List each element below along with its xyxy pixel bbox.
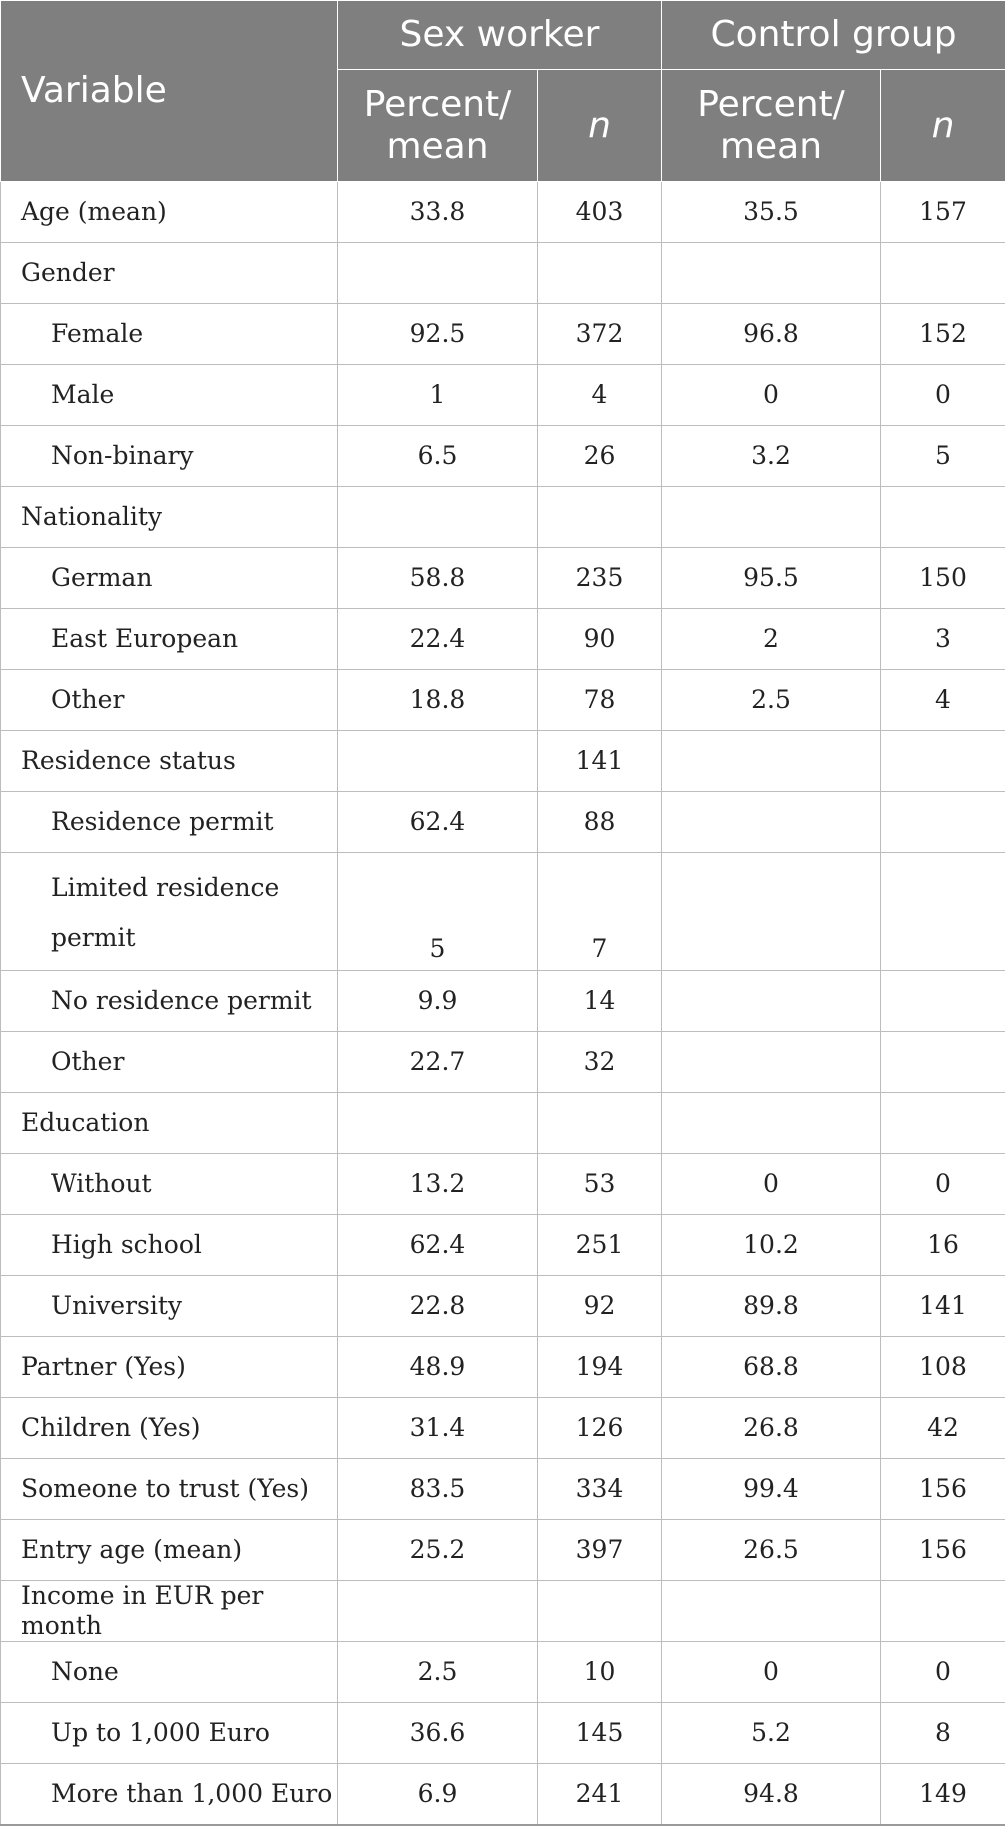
cell-cg-pct: 95.5: [662, 548, 881, 609]
table-row: [1, 1032, 1005, 1093]
cell-cg-n: [881, 971, 1005, 1032]
row-label: Up to 1,000 Euro: [1, 1703, 338, 1764]
sex-worker-group-header: Sex worker: [338, 1, 662, 70]
cell-cg-pct: [662, 1032, 881, 1093]
cell-sw-pct: 48.9: [338, 1337, 538, 1398]
row-label: More than 1,000 Euro: [1, 1764, 338, 1826]
cell-cg-n: 108: [881, 1337, 1005, 1398]
table-row: [1, 426, 1005, 487]
cell-cg-n: 150: [881, 548, 1005, 609]
cell-cg-n: 0: [881, 365, 1005, 426]
row-label: High school: [1, 1215, 338, 1276]
cell-cg-n: 157: [881, 182, 1005, 243]
cell-cg-pct: 3.2: [662, 426, 881, 487]
cell-cg-n: 156: [881, 1520, 1005, 1581]
cell-cg-n: [881, 1581, 1005, 1642]
table-row: [1, 1642, 1005, 1703]
cell-cg-n: 16: [881, 1215, 1005, 1276]
cell-sw-pct: 22.7: [338, 1032, 538, 1093]
control-percent-header: Percent/ mean: [662, 70, 881, 182]
cell-cg-n: [881, 243, 1005, 304]
cell-sw-pct: 5: [338, 853, 538, 971]
cell-sw-pct: [338, 1093, 538, 1154]
row-label: Age (mean): [1, 182, 338, 243]
cell-sw-n: [538, 1093, 662, 1154]
cell-sw-n: 32: [538, 1032, 662, 1093]
cell-cg-pct: 99.4: [662, 1459, 881, 1520]
cell-cg-pct: 94.8: [662, 1764, 881, 1826]
cell-cg-n: 141: [881, 1276, 1005, 1337]
cell-sw-n: 92: [538, 1276, 662, 1337]
cell-sw-n: [538, 487, 662, 548]
cell-sw-n: 7: [538, 853, 662, 971]
row-label: Education: [1, 1093, 338, 1154]
cell-sw-n: 90: [538, 609, 662, 670]
row-label: Male: [1, 365, 338, 426]
table-row: [1, 1337, 1005, 1398]
table-row: [1, 1154, 1005, 1215]
cell-cg-n: 152: [881, 304, 1005, 365]
cell-cg-pct: [662, 853, 881, 971]
cell-sw-n: 88: [538, 792, 662, 853]
row-label: German: [1, 548, 338, 609]
cell-cg-n: 149: [881, 1764, 1005, 1826]
table-row: [1, 1459, 1005, 1520]
table-body: [1, 182, 1005, 1826]
sex-worker-n-header: n: [538, 70, 662, 182]
cell-sw-n: 241: [538, 1764, 662, 1826]
row-label: Other: [1, 1032, 338, 1093]
table-row: [1, 853, 1005, 971]
cell-cg-n: 42: [881, 1398, 1005, 1459]
cell-sw-n: [538, 243, 662, 304]
cell-sw-pct: 22.8: [338, 1276, 538, 1337]
control-group-header: Control group: [662, 1, 1005, 70]
cell-cg-n: 156: [881, 1459, 1005, 1520]
cell-sw-n: 78: [538, 670, 662, 731]
row-label: Other: [1, 670, 338, 731]
cell-cg-pct: [662, 243, 881, 304]
cell-sw-n: 4: [538, 365, 662, 426]
cell-sw-pct: 6.5: [338, 426, 538, 487]
cell-sw-n: 194: [538, 1337, 662, 1398]
row-label: Female: [1, 304, 338, 365]
cell-cg-pct: [662, 731, 881, 792]
row-label: Nationality: [1, 487, 338, 548]
cell-sw-pct: 22.4: [338, 609, 538, 670]
section-row: [1, 243, 1005, 304]
row-label: None: [1, 1642, 338, 1703]
row-label: Someone to trust (Yes): [1, 1459, 338, 1520]
cell-cg-n: [881, 487, 1005, 548]
table-row: [1, 1520, 1005, 1581]
cell-sw-n: 10: [538, 1642, 662, 1703]
cell-sw-pct: 58.8: [338, 548, 538, 609]
cell-sw-pct: 83.5: [338, 1459, 538, 1520]
cell-sw-pct: [338, 487, 538, 548]
cell-sw-pct: 25.2: [338, 1520, 538, 1581]
row-label: Residence status: [1, 731, 338, 792]
section-row: [1, 487, 1005, 548]
table-row: [1, 548, 1005, 609]
cell-sw-n: 26: [538, 426, 662, 487]
table-row: [1, 670, 1005, 731]
cell-cg-pct: 68.8: [662, 1337, 881, 1398]
table-row: [1, 304, 1005, 365]
cell-cg-n: 4: [881, 670, 1005, 731]
cell-sw-n: 397: [538, 1520, 662, 1581]
table-row: [1, 1703, 1005, 1764]
cell-sw-n: 53: [538, 1154, 662, 1215]
cell-cg-pct: [662, 792, 881, 853]
cell-cg-pct: 0: [662, 1642, 881, 1703]
cell-cg-n: [881, 792, 1005, 853]
row-label: East European: [1, 609, 338, 670]
cell-cg-pct: 0: [662, 1154, 881, 1215]
cell-sw-pct: [338, 1581, 538, 1642]
cell-cg-pct: 5.2: [662, 1703, 881, 1764]
cell-sw-pct: 18.8: [338, 670, 538, 731]
cell-sw-pct: 36.6: [338, 1703, 538, 1764]
table-row: [1, 182, 1005, 243]
cell-sw-pct: 2.5: [338, 1642, 538, 1703]
table-row: [1, 365, 1005, 426]
cell-sw-n: 334: [538, 1459, 662, 1520]
table-row: [1, 1764, 1005, 1826]
cell-cg-pct: [662, 1581, 881, 1642]
row-label: No residence permit: [1, 971, 338, 1032]
cell-sw-pct: 92.5: [338, 304, 538, 365]
cell-cg-pct: 2.5: [662, 670, 881, 731]
cell-cg-pct: 0: [662, 365, 881, 426]
row-label: Limited residence permit: [1, 853, 338, 971]
cell-cg-pct: 35.5: [662, 182, 881, 243]
cell-sw-pct: 13.2: [338, 1154, 538, 1215]
cell-sw-pct: 1: [338, 365, 538, 426]
table-row: [1, 1276, 1005, 1337]
cell-cg-pct: 26.5: [662, 1520, 881, 1581]
cell-cg-n: [881, 731, 1005, 792]
variable-header: Variable: [1, 1, 338, 182]
cell-sw-n: 141: [538, 731, 662, 792]
row-label: Gender: [1, 243, 338, 304]
cell-cg-pct: 2: [662, 609, 881, 670]
cell-cg-pct: 96.8: [662, 304, 881, 365]
row-label: Without: [1, 1154, 338, 1215]
row-label: Non-binary: [1, 426, 338, 487]
cell-sw-pct: [338, 731, 538, 792]
cell-sw-pct: 6.9: [338, 1764, 538, 1826]
cell-sw-pct: [338, 243, 538, 304]
cell-cg-pct: [662, 1093, 881, 1154]
cell-sw-n: [538, 1581, 662, 1642]
table-header: [1, 1, 1005, 182]
cell-cg-n: 0: [881, 1154, 1005, 1215]
table-row: [1, 1215, 1005, 1276]
cell-cg-pct: [662, 971, 881, 1032]
cell-sw-n: 403: [538, 182, 662, 243]
table-row: [1, 792, 1005, 853]
table-row: [1, 971, 1005, 1032]
cell-sw-n: 14: [538, 971, 662, 1032]
cell-cg-pct: 89.8: [662, 1276, 881, 1337]
row-label: University: [1, 1276, 338, 1337]
row-label: Children (Yes): [1, 1398, 338, 1459]
table-row: [1, 609, 1005, 670]
cell-sw-n: 126: [538, 1398, 662, 1459]
cell-cg-pct: 26.8: [662, 1398, 881, 1459]
cell-sw-pct: 31.4: [338, 1398, 538, 1459]
cell-cg-n: [881, 1032, 1005, 1093]
cell-cg-n: [881, 1093, 1005, 1154]
cell-sw-pct: 33.8: [338, 182, 538, 243]
cell-sw-pct: 62.4: [338, 792, 538, 853]
row-label: Partner (Yes): [1, 1337, 338, 1398]
table-row: [1, 731, 1005, 792]
cell-sw-pct: 62.4: [338, 1215, 538, 1276]
cell-cg-n: 3: [881, 609, 1005, 670]
cell-cg-pct: 10.2: [662, 1215, 881, 1276]
cell-cg-n: 8: [881, 1703, 1005, 1764]
section-row: [1, 1093, 1005, 1154]
row-label: Income in EUR per month: [1, 1581, 338, 1642]
cell-sw-n: 251: [538, 1215, 662, 1276]
cell-sw-pct: 9.9: [338, 971, 538, 1032]
cell-cg-pct: [662, 487, 881, 548]
cell-cg-n: 5: [881, 426, 1005, 487]
section-row: [1, 1581, 1005, 1642]
cell-cg-n: [881, 853, 1005, 971]
table-row: [1, 1398, 1005, 1459]
cell-sw-n: 235: [538, 548, 662, 609]
control-n-header: n: [881, 70, 1005, 182]
row-label: Residence permit: [1, 792, 338, 853]
sex-worker-percent-header: Percent/ mean: [338, 70, 538, 182]
cell-sw-n: 372: [538, 304, 662, 365]
cell-cg-n: 0: [881, 1642, 1005, 1703]
cell-sw-n: 145: [538, 1703, 662, 1764]
row-label: Entry age (mean): [1, 1520, 338, 1581]
